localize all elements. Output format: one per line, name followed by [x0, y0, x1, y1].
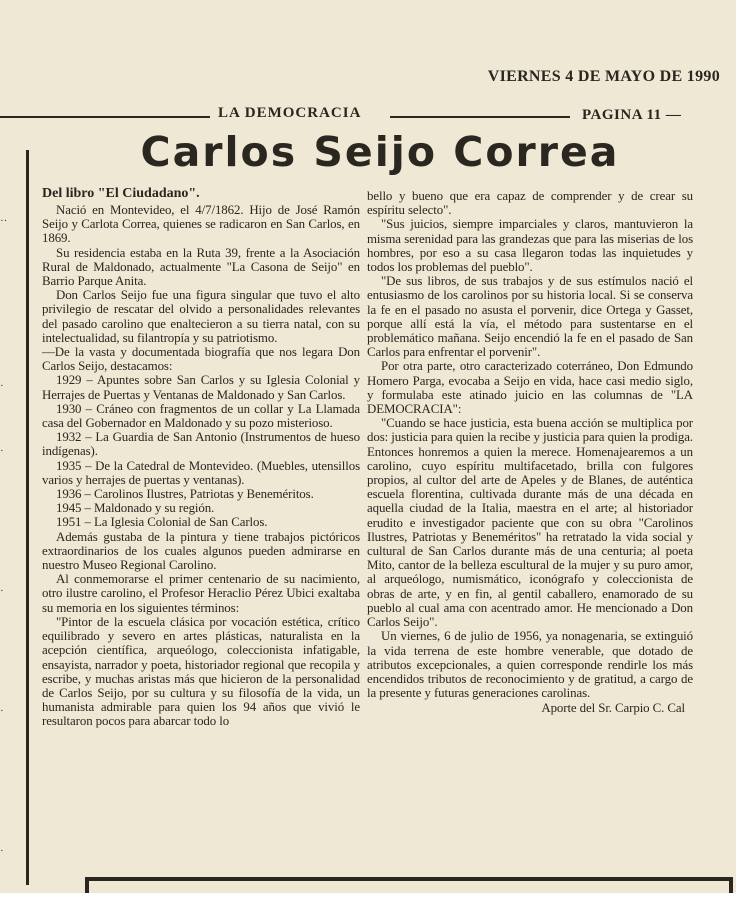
paragraph: Por otra parte, otro caracterizado coterráneo, Don Edmundo Homero Parga, evocaba a Seijo en vida, hace casi medio siglo, y formulaba este atinado juicio en las columnas de "LA DEMOCRACIA":: [367, 359, 693, 417]
contributor-signature: Aporte del Sr. Carpio C. Cal: [541, 701, 685, 716]
article-subhead: Del libro "El Ciudadano".: [42, 186, 200, 201]
quote-paragraph: "De sus libros, de sus trabajos y de sus estímulos nació el entusiasmo de los carolinos por su historia local. Si se conserva la fe en el pasado no asusta el porvenir, dice Ortega y Gasset, porque allí está la vía, el método para sustentarse en el problemático mañana. Seijo encendió la fe en el pasado de San Carlos para enfrentar el porvenir".: [367, 274, 693, 360]
newspaper-name: LA DEMOCRACIA: [218, 105, 362, 121]
header-rule-left: [0, 116, 210, 118]
paragraph: —De la vasta y documentada biografía que nos legara Don Carlos Seijo, destacamos:: [42, 345, 360, 374]
strip-fragment: ·: [0, 380, 4, 392]
scan-border-bottom: [0, 893, 750, 899]
issue-date: VIERNES 4 DE MAYO DE 1990: [487, 68, 720, 85]
strip-fragment: ·: [0, 445, 4, 457]
strip-fragment: ·: [0, 705, 4, 717]
bibliography-entry: 1935 – De la Catedral de Montevideo. (Muebles, utensillos varios y herrajes de puertas y ventanas).: [42, 458, 360, 487]
paragraph: Don Carlos Seijo fue una figura singular que tuvo el alto privilegio de rescatar del olvido a personalidades relevantes del pasado carolino que enaltecieron a su tierra natal, con su intelectualidad, su filantropía y su patriotismo.: [42, 288, 360, 345]
strip-fragment: ·: [0, 585, 4, 597]
article-right-column: [367, 189, 693, 716]
strip-fragment: ··: [0, 215, 8, 227]
paragraph: Su residencia estaba en la Ruta 39, frente a la Asociación Rural de Maldonado, actualmente "La Casona de Seijo" en Barrio Parque Anita.: [42, 245, 360, 289]
article-title: Carlos Seijo Correa: [140, 128, 620, 176]
page-number: PAGINA 11 —: [582, 107, 682, 123]
paragraph: Además gustaba de la pintura y tiene trabajos pictóricos extraordinarios de los cuales algunos pueden admirarse en nuestro Museo Regional Carolino.: [42, 529, 360, 573]
adjacent-column-fragments: [0, 145, 22, 885]
paragraph: Un viernes, 6 de julio de 1956, ya nonagenaria, se extinguió la vida terrena de este hombre venerable, que dotado de atributos excepcionales, a quien corresponde rendirle los más encendidos tributos de reconocimiento y de gratitud, a cargo de la presente y futuras generaciones carolinas.: [367, 629, 693, 701]
column-divider: [26, 150, 29, 885]
article-left-column: [42, 203, 360, 729]
bibliography-entry: 1932 – La Guardia de San Antonio (Instrumentos de hueso indígenas).: [42, 430, 360, 459]
bibliography-entry: 1930 – Cráneo con fragmentos de un collar y La Llamada casa del Gobernador en Maldonado y su pozo misterioso.: [42, 401, 360, 431]
bibliography-entry: 1945 – Maldonado y su región.: [56, 501, 215, 516]
bibliography-entry: 1929 – Apuntes sobre San Carlos y su Iglesia Colonial y Herrajes de Puertas y Ventanas de Maldonado y San Carlos.: [42, 373, 360, 402]
bibliography-entry: 1951 – La Iglesia Colonial de San Carlos.: [56, 515, 268, 530]
quote-paragraph: "Sus juicios, siempre imparciales y claros, mantuvieron la misma serenidad para las grandezas que para las miserias de los hombres, por eso a su casa llegaron todas las inquietudes y todos los problemas del pueblo".: [367, 217, 693, 275]
paragraph: Nació en Montevideo, el 4/7/1862. Hijo de José Ramón Seijo y Carlota Correa, quienes se radicaron en San Carlos, en 1869.: [42, 203, 360, 246]
quote-continuation: bello y bueno que era capaz de comprender y de crear su espíritu selecto".: [367, 189, 693, 218]
bibliography-entry: 1936 – Carolinos Ilustres, Patriotas y Beneméritos.: [56, 487, 314, 502]
strip-fragment: ·: [0, 845, 4, 857]
header-rule-middle: [390, 116, 570, 118]
scan-border-right: [736, 0, 750, 899]
quote-paragraph: "Cuando se hace justicia, esta buena acción se multiplica por dos: justicia para quien la recibe y justicia para quien la prodiga. Entonces honremos a quien la merece. Homenajearemos a un carolino, cuyo espíritu multifacetado, brilla con fulgores propios, al cultor del arte de Apeles y de Blanes, de auténtica escuela florentina, cultivada durante más de una década en aquella ciudad de la Italia, maestra en el arte; al historiador erudito e investigador paciente que con su obra "Carolinos Ilustres, Patriotas y Beneméritos" ha retratado la vida social y cultural de San Carlos durante más de una centuria; al poeta Mito, cantor de la belleza escultural de la mujer y su puro amor, al arqueólogo, numismático, iconógrafo y coleccionista de obras de arte, y en fin, al gentil caballero, enamorado de su pueblo al cual ama con acentrado amor. He mencionado a Don Carlos Seijo".: [367, 416, 693, 630]
paragraph: Al conmemorarse el primer centenario de su nacimiento, otro ilustre carolino, el Profesor Heraclio Pérez Ubici exaltaba su memoria en los siguientes términos:: [42, 572, 360, 615]
quote-paragraph: "Pintor de la escuela clásica por vocación estética, crítico equilibrado y severo en artes plásticas, naturalista en la acepción científica, arqueólogo, coleccionista infatigable, ensayista, narrador y poeta, historiador regional que recopila y escribe, y muchas aristas más que hicieron de la personalidad de Carlos Seijo, por su cultura y su filosofía de la vida, un humanista admirable para quien los 94 años que vivió le resultaron pocos para abarcar todo lo: [42, 614, 360, 729]
